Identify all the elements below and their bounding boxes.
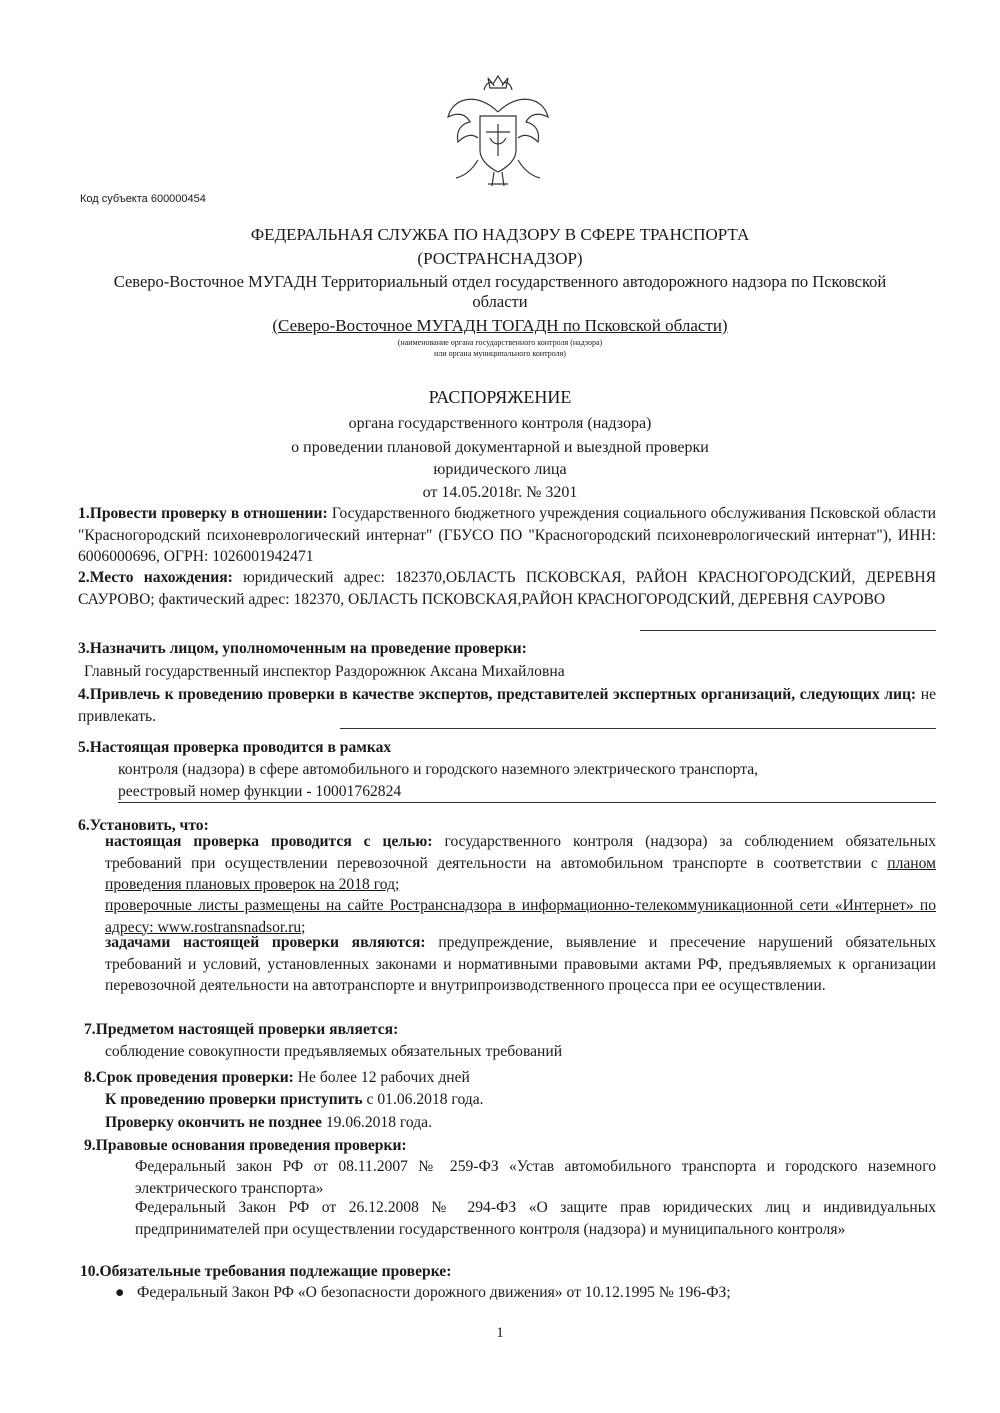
section-4-text: не привлекать. — [78, 686, 937, 725]
section-6-tasks-text: предупреждение, выявление и пресечение нарушений обязательных требований и условий, установленных законами и нормативными правовыми актами РФ, предъявляемых к организации перевозочной деятельности на автотранспорте и внутрипроизводственного процесса при ее осуществлении. — [105, 934, 936, 994]
section-3-heading: 3.Назначить лицом, уполномоченным на проведение проверки: — [78, 640, 527, 657]
section-2 — [78, 567, 936, 610]
legal-basis-law-1: Федеральный закон РФ от 08.11.2007 № 259-ФЗ «Устав автомобильного транспорта и городского наземного электрического транспорта» — [135, 1158, 936, 1197]
section-6-goal-label: настоящая проверка проводится с целью: — [105, 833, 433, 850]
section-6-tasks — [105, 932, 936, 997]
department-note: (наименование органа государственного контроля (надзора) — [397, 338, 603, 347]
section-8-start-date: с 01.06.2018 года. — [366, 1091, 484, 1108]
fill-line — [340, 728, 936, 729]
title-line-2: о проведении плановой документарной и выездной проверки — [291, 439, 709, 456]
section-4 — [78, 684, 936, 727]
section-8-end-label: Проверку окончить не позднее — [105, 1114, 322, 1131]
section-2-label: 2.Место нахождения: — [78, 569, 233, 586]
double-headed-eagle-emblem — [438, 72, 558, 190]
section-7-label: 7.Предметом настоящей проверки является: — [84, 1021, 399, 1038]
section-6-goal-text: государственного контроля (надзора) за соблюдением обязательных требований при осуществлении перевозочной деятельности на автомобильном транспорте в соответствии с — [105, 833, 936, 872]
subject-code: Код субъекта 600000454 — [80, 193, 206, 205]
requirement-item-text: Федеральный Закон РФ «О безопасности дорожного движения» от 10.12.1995 № 196-ФЗ; — [137, 1284, 731, 1301]
section-8-text: Не более 12 рабочих дней — [297, 1069, 470, 1086]
agency-name: ФЕДЕРАЛЬНАЯ СЛУЖБА ПО НАДЗОРУ В СФЕРЕ ТРАНСПОРТА — [250, 225, 750, 244]
section-7-text: соблюдение совокупности предъявляемых обязательных требований — [105, 1043, 563, 1060]
legal-basis-law-2: Федеральный Закон РФ от 26.12.2008 № 294-ФЗ «О защите прав юридических лиц и индивидуальных предпринимателей при осуществлении государственного контроля (надзора) и муниципального контроля» — [135, 1199, 936, 1238]
section-3-label — [78, 638, 936, 660]
fill-line — [118, 802, 936, 803]
section-6-goal — [105, 831, 936, 896]
agency-short-name: (РОСТРАНСНАДЗОР) — [417, 249, 583, 268]
section-8-label: 8.Срок проведения проверки: — [84, 1069, 294, 1086]
document-title: РАСПОРЯЖЕНИЕ — [428, 387, 572, 407]
section-6-tasks-label: задачами настоящей проверки являются: — [105, 934, 426, 951]
order-date-number: от 14.05.2018г. № 3201 — [422, 484, 578, 501]
section-8 — [84, 1067, 936, 1089]
bullet-icon: ● — [115, 1284, 125, 1301]
title-line-1: органа государственного контроля (надзора) — [348, 415, 652, 432]
inspection-plan-link[interactable]: планом проведения плановых проверок на 2018 год; — [105, 854, 936, 893]
requirement-list-item — [115, 1282, 936, 1304]
section-1-text: Государственного бюджетного учреждения социального обслуживания Псковской области "Красногородский психоневрологический интернат" (ГБУСО ПО "Красногородский психоневрологический интернат"), ИНН: 6006000696, ОГРН: 1026001942471 — [78, 505, 936, 565]
section-4-label: 4.Привлечь к проведению проверки в качестве экспертов, представителей экспертных организаций, следующих лиц: — [78, 686, 917, 703]
section-10-label: 10.Обязательные требования подлежащие проверке: — [80, 1263, 452, 1280]
section-8-end-date: 19.06.2018 года. — [325, 1114, 433, 1131]
page-number: 1 — [496, 1325, 504, 1341]
title-line-3: юридического лица — [433, 461, 567, 478]
department-short-name: (Северо-Восточное МУГАДН ТОГАДН по Псковской области) — [272, 316, 728, 335]
section-8-end — [105, 1112, 936, 1134]
section-2-text: юридический адрес: 182370,ОБЛАСТЬ ПСКОВСКАЯ, РАЙОН КРАСНОГОРОДСКИЙ, ДЕРЕВНЯ САУРОВО; фактический адрес: 182370, ОБЛАСТЬ ПСКОВСКАЯ,РАЙОН КРАСНОГОРОДСКИЙ, ДЕРЕВНЯ САУРОВО — [78, 569, 937, 608]
section-5-label: 5.Настоящая проверка проводится в рамках — [78, 739, 392, 756]
section-1-label: 1.Провести проверку в отношении: — [78, 505, 328, 522]
section-3-text: Главный государственный инспектор Раздорожнюк Аксана Михайловна — [84, 663, 565, 680]
department-note-2: или органа муниципального контроля) — [434, 349, 566, 358]
section-8-start — [105, 1089, 936, 1111]
section-5-text-2: реестровый номер функции - 10001762824 — [118, 783, 402, 800]
section-8-start-label: К проведению проверки приступить — [105, 1091, 363, 1108]
section-6-label: 6.Установить, что: — [78, 817, 209, 834]
checklists-link[interactable]: проверочные листы размещены на сайте Ространснадзора в информационно-телекоммуникационной сети «Интернет» по адресу: www.rostransnadsor.ru; — [105, 897, 936, 936]
department-name: Северо-Восточное МУГАДН Территориальный отдел государственного автодорожного надзора по Псковской области — [113, 272, 887, 311]
section-5-text-1: контроля (надзора) в сфере автомобильного и городского наземного электрического транспорта, — [118, 761, 759, 778]
section-9-label: 9.Правовые основания проведения проверки: — [84, 1137, 407, 1154]
section-1 — [78, 503, 936, 568]
fill-line — [640, 630, 936, 631]
